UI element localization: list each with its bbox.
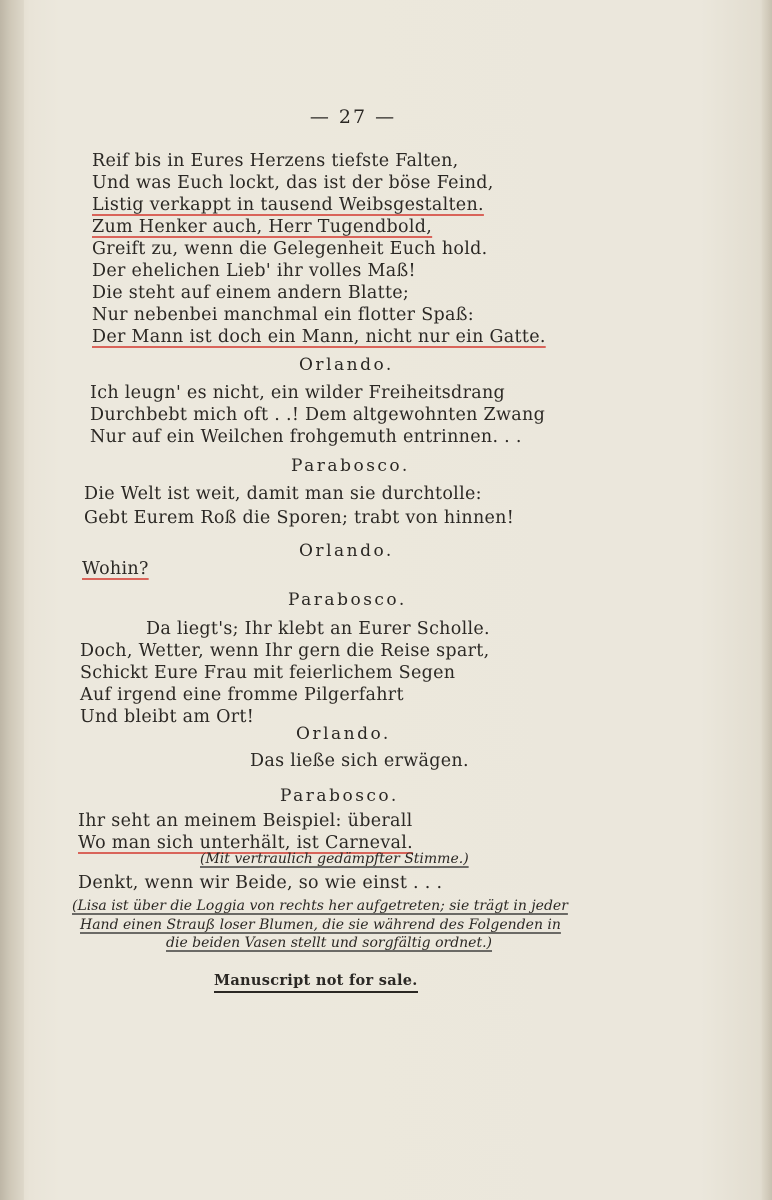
stage-direction: (Mit vertraulich gedämpfter Stimme.) — [200, 851, 469, 867]
speaker-name: Parabosco. — [288, 590, 407, 610]
verse-line: Der ehelichen Lieb' ihr volles Maß! — [92, 261, 416, 281]
speaker-name: Orlando. — [299, 541, 394, 561]
verse-line: Da liegt's; Ihr klebt an Eurer Scholle. — [146, 619, 490, 639]
verse-line: Das ließe sich erwägen. — [250, 751, 469, 771]
verse-line: Der Mann ist doch ein Mann, nicht nur ein Gatte. — [92, 327, 546, 347]
verse-line: Durchbebt mich oft . .! Dem altgewohnten Zwang — [90, 405, 546, 425]
verse-line: Reif bis in Eures Herzens tiefste Falten, — [92, 151, 459, 171]
manuscript-notice: Manuscript not for sale. — [214, 972, 418, 993]
verse-line: Gebt Eurem Roß die Sporen; trabt von hinnen! — [84, 508, 515, 528]
verse-line: Die Welt ist weit, damit man sie durchtolle: — [84, 484, 482, 504]
speaker-name: Orlando. — [299, 355, 394, 375]
verse-line: Ich leugn' es nicht, ein wilder Freiheitsdrang — [90, 383, 506, 403]
verse-line: Und was Euch lockt, das ist der böse Feind, — [92, 173, 494, 193]
page-number: — 27 — — [309, 106, 397, 128]
verse-line: Greift zu, wenn die Gelegenheit Euch hold. — [92, 239, 488, 259]
verse-line: Auf irgend eine fromme Pilgerfahrt — [80, 685, 404, 705]
stage-direction: Hand einen Strauß loser Blumen, die sie während des Folgenden in — [80, 917, 561, 933]
verse-line: Schickt Eure Frau mit feierlichem Segen — [80, 663, 456, 683]
speaker-name: Orlando. — [296, 724, 391, 744]
verse-line: Und bleibt am Ort! — [80, 707, 255, 727]
speaker-name: Parabosco. — [280, 786, 399, 806]
verse-line: Wo man sich unterhält, ist Carneval. — [78, 833, 413, 853]
stage-direction: (Lisa ist über die Loggia von rechts her aufgetreten; sie trägt in jeder — [72, 898, 568, 914]
verse-line: Doch, Wetter, wenn Ihr gern die Reise spart, — [80, 641, 490, 661]
verse-line: Nur auf ein Weilchen frohgemuth entrinnen. . . — [90, 427, 522, 447]
verse-line: Denkt, wenn wir Beide, so wie einst . . . — [78, 873, 443, 893]
verse-line: Die steht auf einem andern Blatte; — [92, 283, 410, 303]
stage-direction: die beiden Vasen stellt und sorgfältig ordnet.) — [166, 935, 493, 951]
verse-line: Listig verkappt in tausend Weibsgestalten. — [92, 195, 484, 215]
verse-line: Ihr seht an meinem Beispiel: überall — [78, 811, 413, 831]
verse-line: Zum Henker auch, Herr Tugendbold, — [92, 217, 433, 237]
verse-line: Nur nebenbei manchmal ein flotter Spaß: — [92, 305, 474, 325]
verse-line: Wohin? — [82, 559, 149, 579]
speaker-name: Parabosco. — [291, 456, 410, 476]
